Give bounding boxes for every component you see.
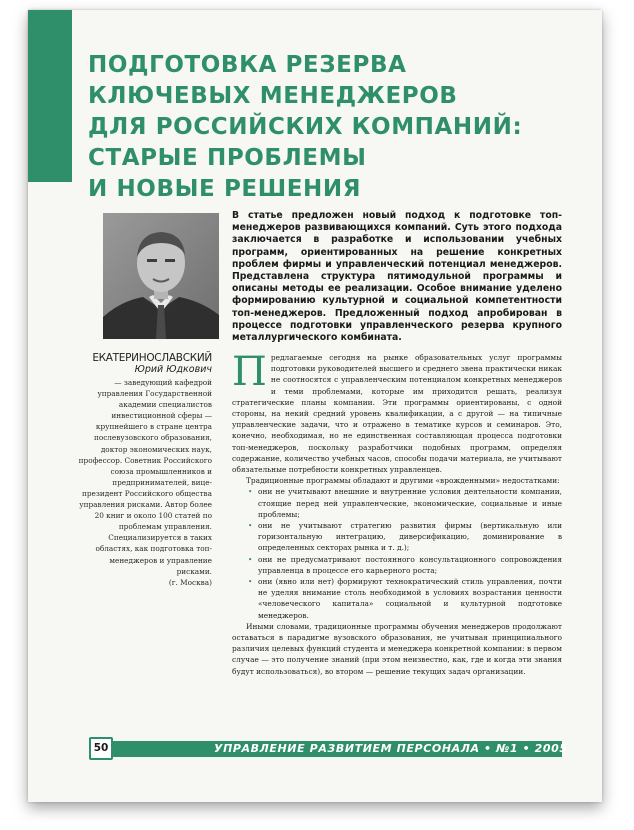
paragraph-intro-text: редлагаемые сегодня на рынке образовательных услуг программы подготовки руководителей высшего и среднего звена практически никак не соотносятся с управленческим потенциалом конкретных менеджеров и теми проблемами, которые им приходится решать, реализуя стратегические планы компании. Эти программы ориентированы, с одной стороны, на некий средний уровень квалификации, а с другой — на типичные управленческие задачи, что и отражено в тематике курсов и семинаров. Это, конечно, необходимая, но не единственная составляющая процесса подготовки топ-менеджеров, поскольку разработчики подобных программ, определяя содержание, количество учебных часов, способы подачи материала, не учитывают обязательные потребности конкретных управленцев. [232, 353, 562, 475]
author-surname: ЕКАТЕРИНОСЛАВСКИЙ [92, 352, 212, 364]
author-block [72, 352, 212, 588]
author-photo [103, 213, 219, 339]
title-line: И НОВЫЕ РЕШЕНИЯ [88, 176, 362, 202]
list-item: • они (явно или нет) формируют технократический стиль управления, почти не уделяя внимание столь необходимой в условиях возрастания ценности «человеческого капитала» социальной и культурной подготовке менеджеров. [232, 576, 562, 621]
author-first-name: Юрий Юдкович [134, 364, 212, 375]
paragraph-intro [232, 349, 562, 475]
green-accent-bar [28, 10, 72, 182]
list-item: • они не предусматривают постоянного консультационного сопровождения управленца в процессе его карьерного роста; [232, 554, 562, 576]
article-body [232, 349, 562, 677]
title-line: СТАРЫЕ ПРОБЛЕМЫ [88, 145, 367, 171]
list-item: • они не учитывают внешние и внутренние условия деятельности компании, стоящие перед ней управленческие, экономические, социальные и иные проблемы; [232, 486, 562, 520]
journal-footer: УПРАВЛЕНИЕ РАЗВИТИЕМ ПЕРСОНАЛА • №1 • 2005 [214, 742, 568, 755]
title-line: КЛЮЧЕВЫХ МЕНЕДЖЕРОВ [88, 83, 458, 109]
title-line: ДЛЯ РОССИЙСКИХ КОМПАНИЙ: [88, 114, 523, 140]
paragraph: Традиционные программы обладают и другими «врожденными» недостатками: [246, 476, 560, 486]
article-lead: В статье предложен новый подход к подготовке топ-менеджеров развивающихся компаний. Суть этого подхода заключается в разработке и использовании учебных программ, ориентированных на решение конкретных проблем фирмы и управленческий потенциал менеджеров. Представлена структура пятимодульной программы и описаны методы ее реализации. Особое внимание уделено формированию культурной и социальной компетентности топ-менеджеров. Предложенный подход апробирован в процессе подготовки управленческого резерва крупного металлургического комбината. [232, 210, 562, 344]
drop-cap: П [232, 349, 267, 395]
author-city: (г. Москва) [168, 577, 212, 587]
bullet-list [232, 486, 562, 620]
title-line: ПОДГОТОВКА РЕЗЕРВА [88, 52, 407, 78]
paragraph: Иными словами, традиционные программы обучения менеджеров продолжают оставаться в парадигме вузовского образования, не учитывая принципиального различия целевых функций студента и менеджера конкретной компании: в первом случае — это получение знаний (при этом неизвестно, как, где и когда эти знания будут использоваться), во втором — решение текущих задач организации. [232, 621, 562, 676]
list-item: • они не учитывают стратегию развития фирмы (вертикальную или горизонтальную интеграцию, диверсификацию, доминирование в определенных секторах рынка и т. д.); [232, 520, 562, 554]
page-number: 50 [89, 737, 113, 760]
author-bio: — заведующий кафедрой управления Государственной академии специалистов инвестиционной сферы — крупнейшего в стране центра послевузовского образования, доктор экономических наук, профессор. Советник Российского союза промышленников и предпринимателей, вице-президент Российского общества управления рисками. Автор более 20 книг и около 100 статей по проблемам управления. Специализируется в таких областях, как подготовка топ-менеджеров и управление рисками. [78, 378, 212, 576]
article-title [88, 50, 558, 205]
